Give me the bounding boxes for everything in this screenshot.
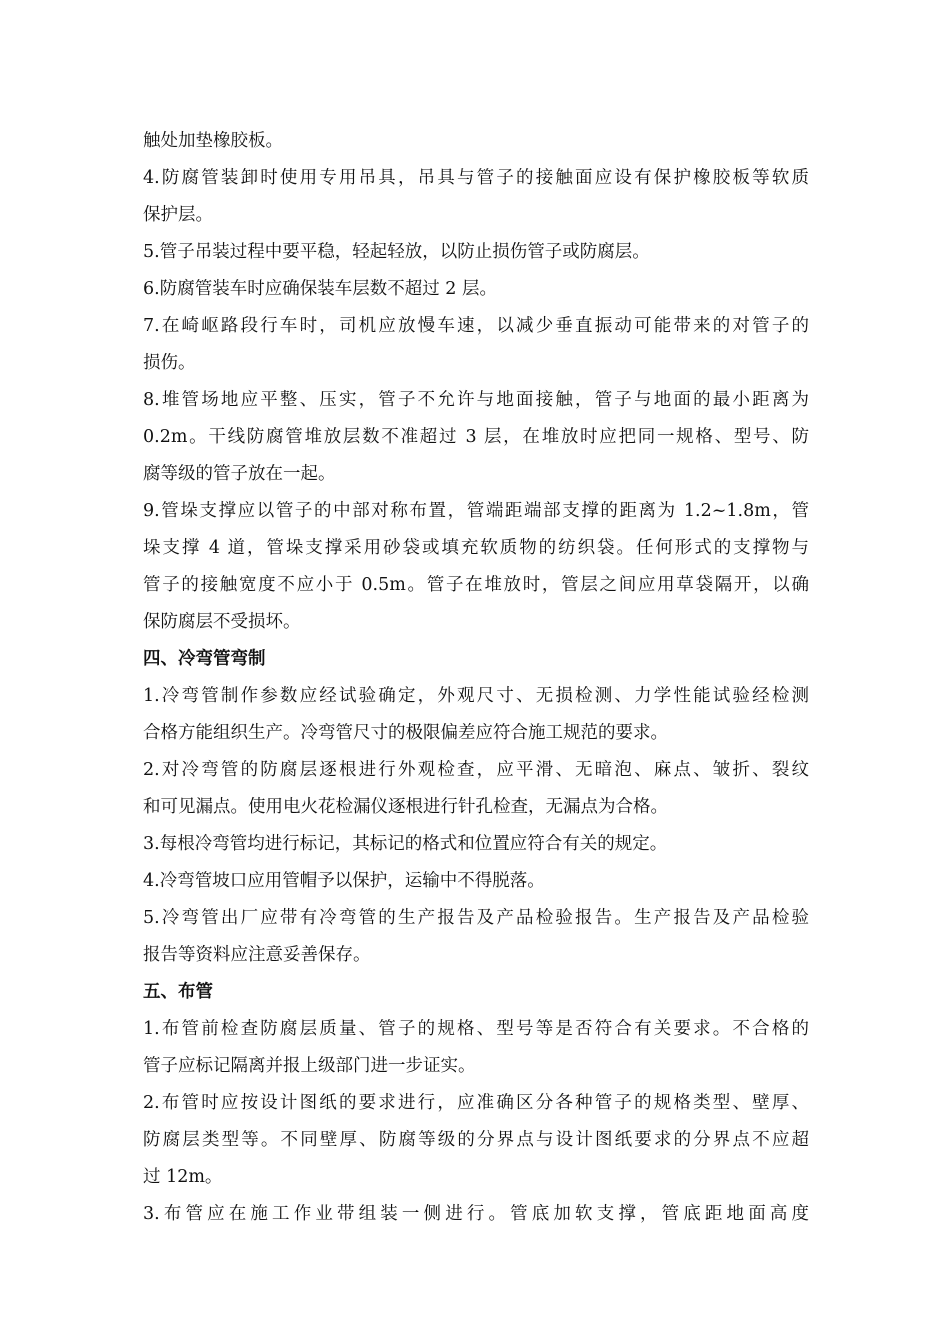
text-line: 1.布管前检查防腐层质量、管子的规格、型号等是否符合有关要求。不合格的 [143,1019,809,1039]
text-line: 损伤。 [143,353,196,373]
text-line: 3.布管应在施工作业带组装一侧进行。管底加软支撑，管底距地面高度 [143,1204,809,1224]
document-body [143,123,809,1233]
text-line: 2.布管时应按设计图纸的要求进行，应准确区分各种管子的规格类型、壁厚、 [143,1093,809,1113]
section-heading: 四、冷弯管弯制 [143,649,266,669]
text-line: 7.在崎岖路段行车时，司机应放慢车速，以减少垂直振动可能带来的对管子的 [143,316,809,336]
text-line: 5.冷弯管出厂应带有冷弯管的生产报告及产品检验报告。生产报告及产品检验 [143,908,809,928]
text-line: 触处加垫橡胶板。 [143,131,283,151]
text-line: 8.堆管场地应平整、压实，管子不允许与地面接触，管子与地面的最小距离为 [143,390,809,410]
section-heading: 五、布管 [143,982,213,1002]
text-line: 2.对冷弯管的防腐层逐根进行外观检查，应平滑、无暗泡、麻点、皱折、裂纹 [143,760,809,780]
text-line: 保防腐层不受损坏。 [143,612,301,632]
text-line: 腐等级的管子放在一起。 [143,464,336,484]
text-line: 9.管垛支撑应以管子的中部对称布置，管端距端部支撑的距离为 1.2~1.8m，管 [143,501,809,521]
text-line: 0.2m。干线防腐管堆放层数不准超过 3 层，在堆放时应把同一规格、型号、防 [143,427,809,447]
text-line: 3.每根冷弯管均进行标记，其标记的格式和位置应符合有关的规定。 [143,834,668,854]
text-line: 1.冷弯管制作参数应经试验确定，外观尺寸、无损检测、力学性能试验经检测 [143,686,809,706]
text-line: 过 12m。 [143,1167,223,1187]
text-line: 报告等资料应注意妥善保存。 [143,945,371,965]
text-line: 管子的接触宽度不应小于 0.5m。管子在堆放时，管层之间应用草袋隔开，以确 [143,575,809,595]
text-line: 防腐层类型等。不同壁厚、防腐等级的分界点与设计图纸要求的分界点不应超 [143,1130,809,1150]
text-line: 5.管子吊装过程中要平稳，轻起轻放，以防止损伤管子或防腐层。 [143,242,650,262]
text-line: 和可见漏点。使用电火花检漏仪逐根进行针孔检查，无漏点为合格。 [143,797,668,817]
text-line: 保护层。 [143,205,213,225]
text-line: 4.冷弯管坡口应用管帽予以保护，运输中不得脱落。 [143,871,545,891]
text-line: 4.防腐管装卸时使用专用吊具，吊具与管子的接触面应设有保护橡胶板等软质 [143,168,809,188]
text-line: 管子应标记隔离并报上级部门进一步证实。 [143,1056,476,1076]
text-line: 垛支撑 4 道，管垛支撑采用砂袋或填充软质物的纺织袋。任何形式的支撑物与 [143,538,809,558]
text-line: 合格方能组织生产。冷弯管尺寸的极限偏差应符合施工规范的要求。 [143,723,668,743]
text-line: 6.防腐管装车时应确保装车层数不超过 2 层。 [143,279,497,299]
